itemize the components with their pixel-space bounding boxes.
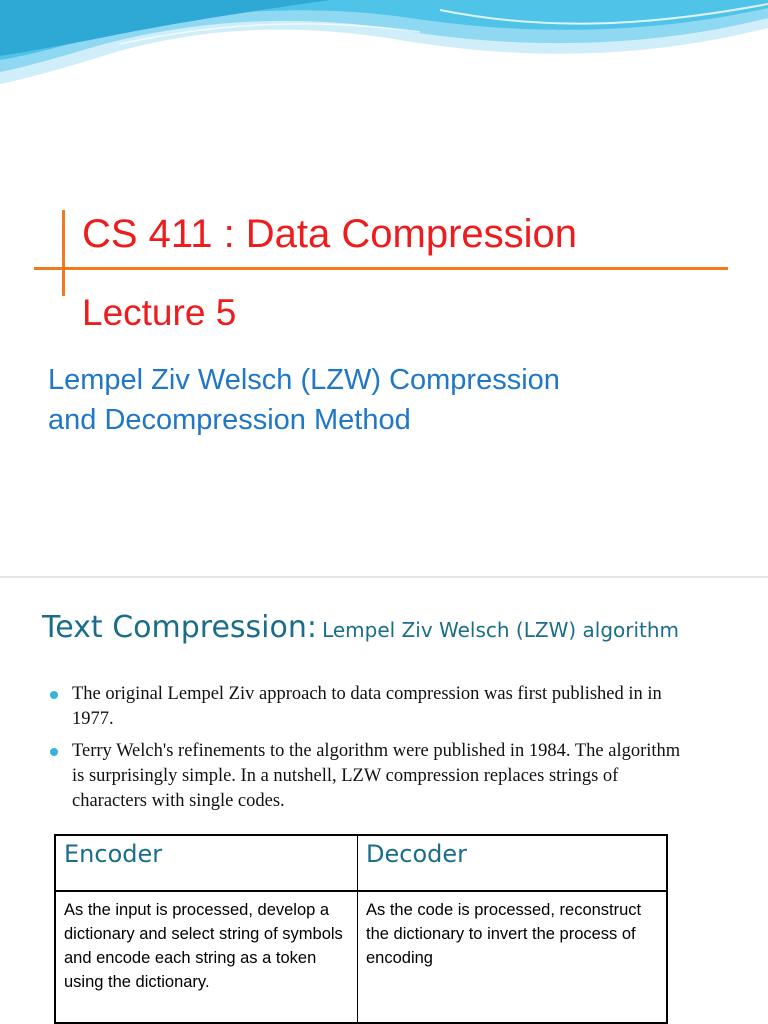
accent-horizontal-line (34, 267, 728, 270)
bullet-item (42, 682, 682, 732)
table-header-decoder: Decoder (358, 835, 668, 891)
slide-subtitle (48, 360, 748, 440)
title-sub: Lempel Ziv Welsch (LZW) algorithm (322, 618, 680, 642)
subtitle-line-2: and Decompression Method (48, 404, 411, 436)
bullet-text: Terry Welch's refinements to the algorithm were published in 1984. The algorithm is surprisingly simple. In a nutshell, LZW compression replaces strings of characters with single codes. (72, 741, 681, 811)
bullet-icon (50, 748, 58, 756)
encoder-decoder-table (54, 834, 668, 1024)
content-slide-title (42, 610, 679, 645)
bullet-text: The original Lempel Ziv approach to data compression was first published in in 1977. (72, 684, 662, 729)
table-header-row (55, 835, 667, 891)
slide-title: CS 411 : Data Compression (82, 212, 578, 256)
title-main: Text Compression: (42, 610, 317, 645)
subtitle-line-1: Lempel Ziv Welsch (LZW) Compression (48, 364, 560, 396)
bullet-list (42, 682, 682, 821)
wave-decoration (0, 0, 768, 90)
table-cell-decoder: As the code is processed, reconstruct the dictionary to invert the process of encoding (358, 891, 668, 1023)
content-slide (0, 578, 768, 1024)
table-header-encoder: Encoder (55, 835, 358, 891)
bullet-item (42, 739, 682, 814)
table-cell-encoder: As the input is processed, develop a dictionary and select string of symbols and encode each string as a token using the dictionary. (55, 891, 358, 1023)
table-row (55, 891, 667, 1023)
lecture-number: Lecture 5 (82, 292, 237, 333)
accent-vertical-line (62, 210, 65, 296)
bullet-icon (50, 691, 58, 699)
